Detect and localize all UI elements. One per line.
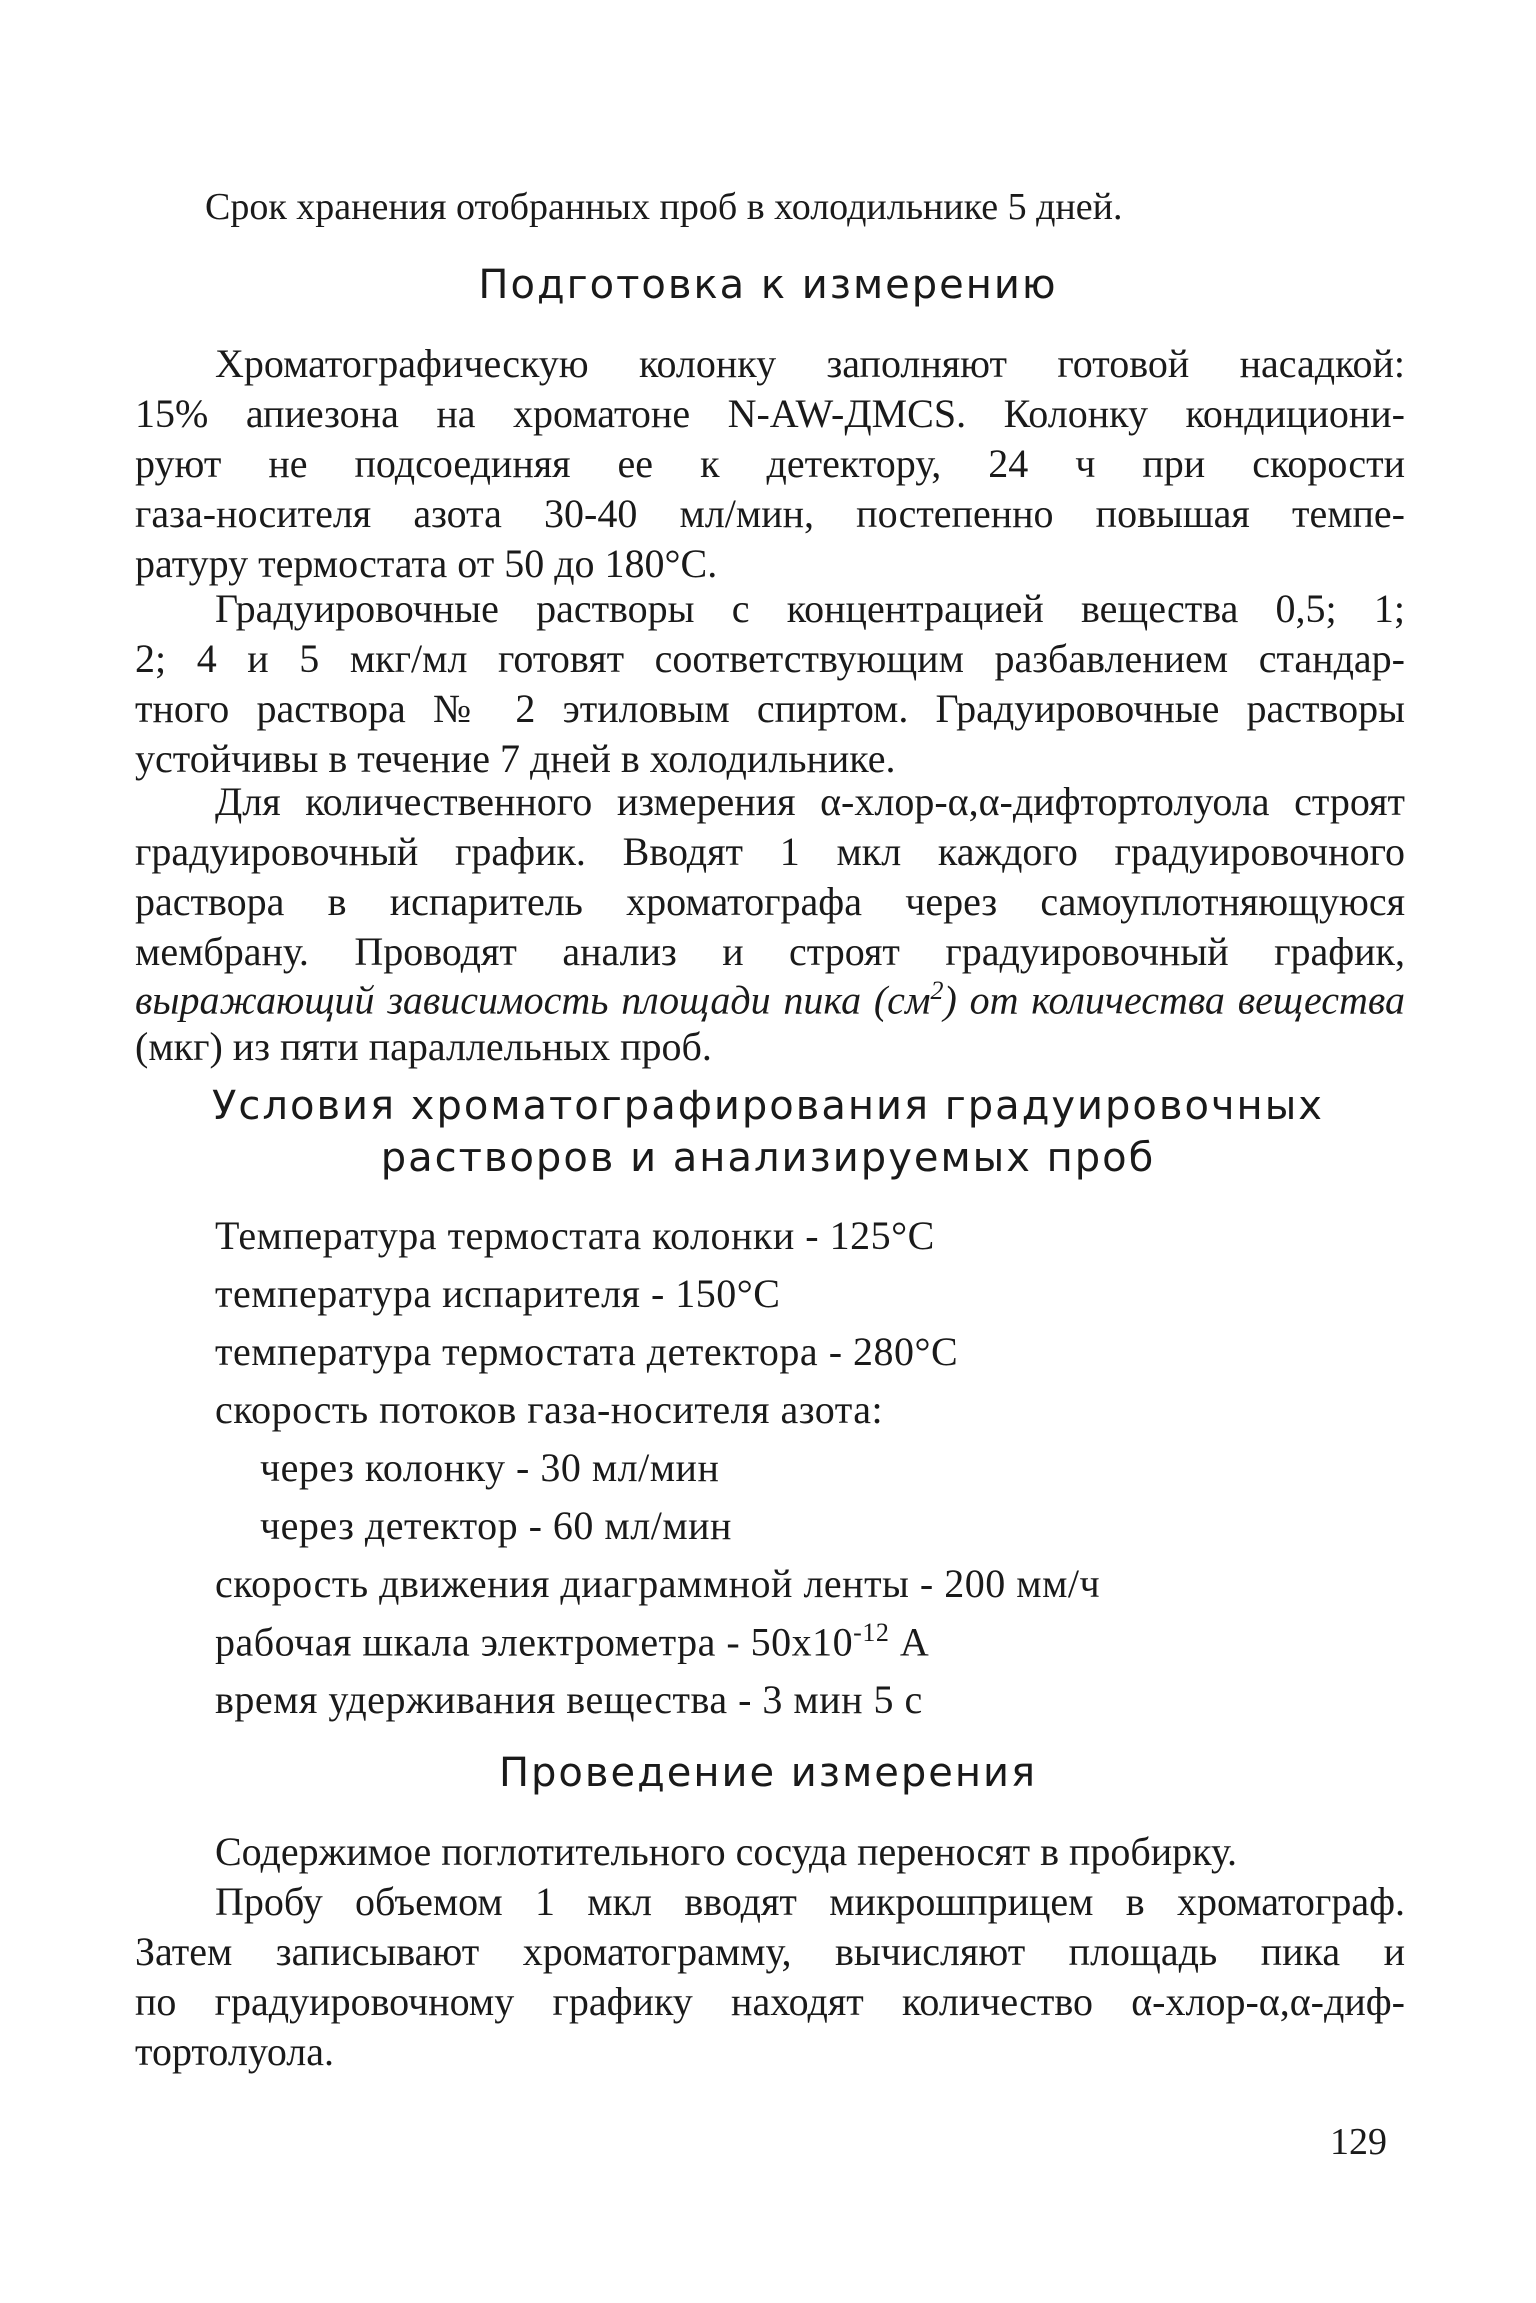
condition-detector-temperature: температура термостата детектора - 280°С bbox=[215, 1329, 959, 1374]
text-line: газа-носителя азота 30-40 мл/мин, постепенно повышая темпе- bbox=[135, 491, 1405, 536]
text-line: раствора в испаритель хроматографа через самоуплотняющуюся bbox=[135, 879, 1405, 924]
condition-retention-time: время удерживания вещества - 3 мин 5 с bbox=[215, 1677, 923, 1722]
text-line: (мкг) из пяти параллельных проб. bbox=[135, 1024, 712, 1069]
text-line: 15% апиезона на хроматоне N-AW-ДМCS. Колонку кондициони- bbox=[135, 391, 1405, 436]
text-line: Пробу объемом 1 мкл вводят микрошприцем в хроматограф. bbox=[215, 1879, 1405, 1924]
superscript: 2 bbox=[930, 976, 944, 1005]
condition-column-temperature: Температура термостата колонки - 125°С bbox=[215, 1213, 935, 1258]
text-line bbox=[135, 976, 1405, 1023]
paragraph-transfer: Содержимое поглотительного сосуда переносят в пробирку. bbox=[215, 1829, 1238, 1874]
text-line: 2; 4 и 5 мкг/мл готовят соответствующим разбавлением стандар- bbox=[135, 636, 1405, 681]
text-fragment: ) от количества вещества bbox=[943, 977, 1405, 1023]
condition-electrometer-scale bbox=[215, 1618, 929, 1665]
section-heading-preparation: Подготовка к измерению bbox=[478, 262, 1058, 308]
text-line: Для количественного измерения α-хлор-α,α-дифтортолуола строят bbox=[215, 779, 1405, 824]
section-heading-conditions-line1: Условия хроматографирования градуировочных bbox=[212, 1083, 1324, 1129]
text-fragment: рабочая шкала электрометра - 50х10 bbox=[215, 1619, 854, 1665]
text-line: Градуировочные растворы с концентрацией вещества 0,5; 1; bbox=[215, 586, 1405, 631]
condition-column-flow: через колонку - 30 мл/мин bbox=[260, 1445, 720, 1490]
condition-carrier-gas-flow: скорость потоков газа-носителя азота: bbox=[215, 1387, 884, 1432]
text-line: по градуировочному графику находят количество α-хлор-α,α-диф- bbox=[135, 1979, 1405, 2024]
text-fragment: выражающий зависимость площади пика (см bbox=[135, 977, 931, 1023]
text-line: устойчивы в течение 7 дней в холодильнике. bbox=[135, 736, 896, 781]
text-line: Хроматографическую колонку заполняют готовой насадкой: bbox=[215, 341, 1405, 386]
text-line: ратуру термостата от 50 до 180°С. bbox=[135, 541, 718, 586]
text-line: мембрану. Проводят анализ и строят градуировочный график, bbox=[135, 929, 1405, 974]
storage-note: Срок хранения отобранных проб в холодильнике 5 дней. bbox=[205, 186, 1123, 228]
condition-chart-speed: скорость движения диаграммной ленты - 200 мм/ч bbox=[215, 1561, 1101, 1606]
text-line: градуировочный график. Вводят 1 мкл каждого градуировочного bbox=[135, 829, 1405, 874]
condition-detector-flow: через детектор - 60 мл/мин bbox=[260, 1503, 732, 1548]
text-line: тного раствора № 2 этиловым спиртом. Градуировочные растворы bbox=[135, 686, 1405, 731]
section-heading-conditions-line2: растворов и анализируемых проб bbox=[380, 1135, 1156, 1181]
text-line: тортолуола. bbox=[135, 2029, 335, 2074]
condition-evaporator-temperature: температура испарителя - 150°С bbox=[215, 1271, 781, 1316]
text-fragment: А bbox=[889, 1619, 930, 1665]
section-heading-measurement: Проведение измерения bbox=[498, 1750, 1038, 1796]
text-line: Затем записывают хроматограмму, вычисляют площадь пика и bbox=[135, 1929, 1405, 1974]
text-line: руют не подсоединяя ее к детектору, 24 ч при скорости bbox=[135, 441, 1405, 486]
page-number: 129 bbox=[1330, 2121, 1387, 2163]
superscript: -12 bbox=[853, 1618, 890, 1647]
